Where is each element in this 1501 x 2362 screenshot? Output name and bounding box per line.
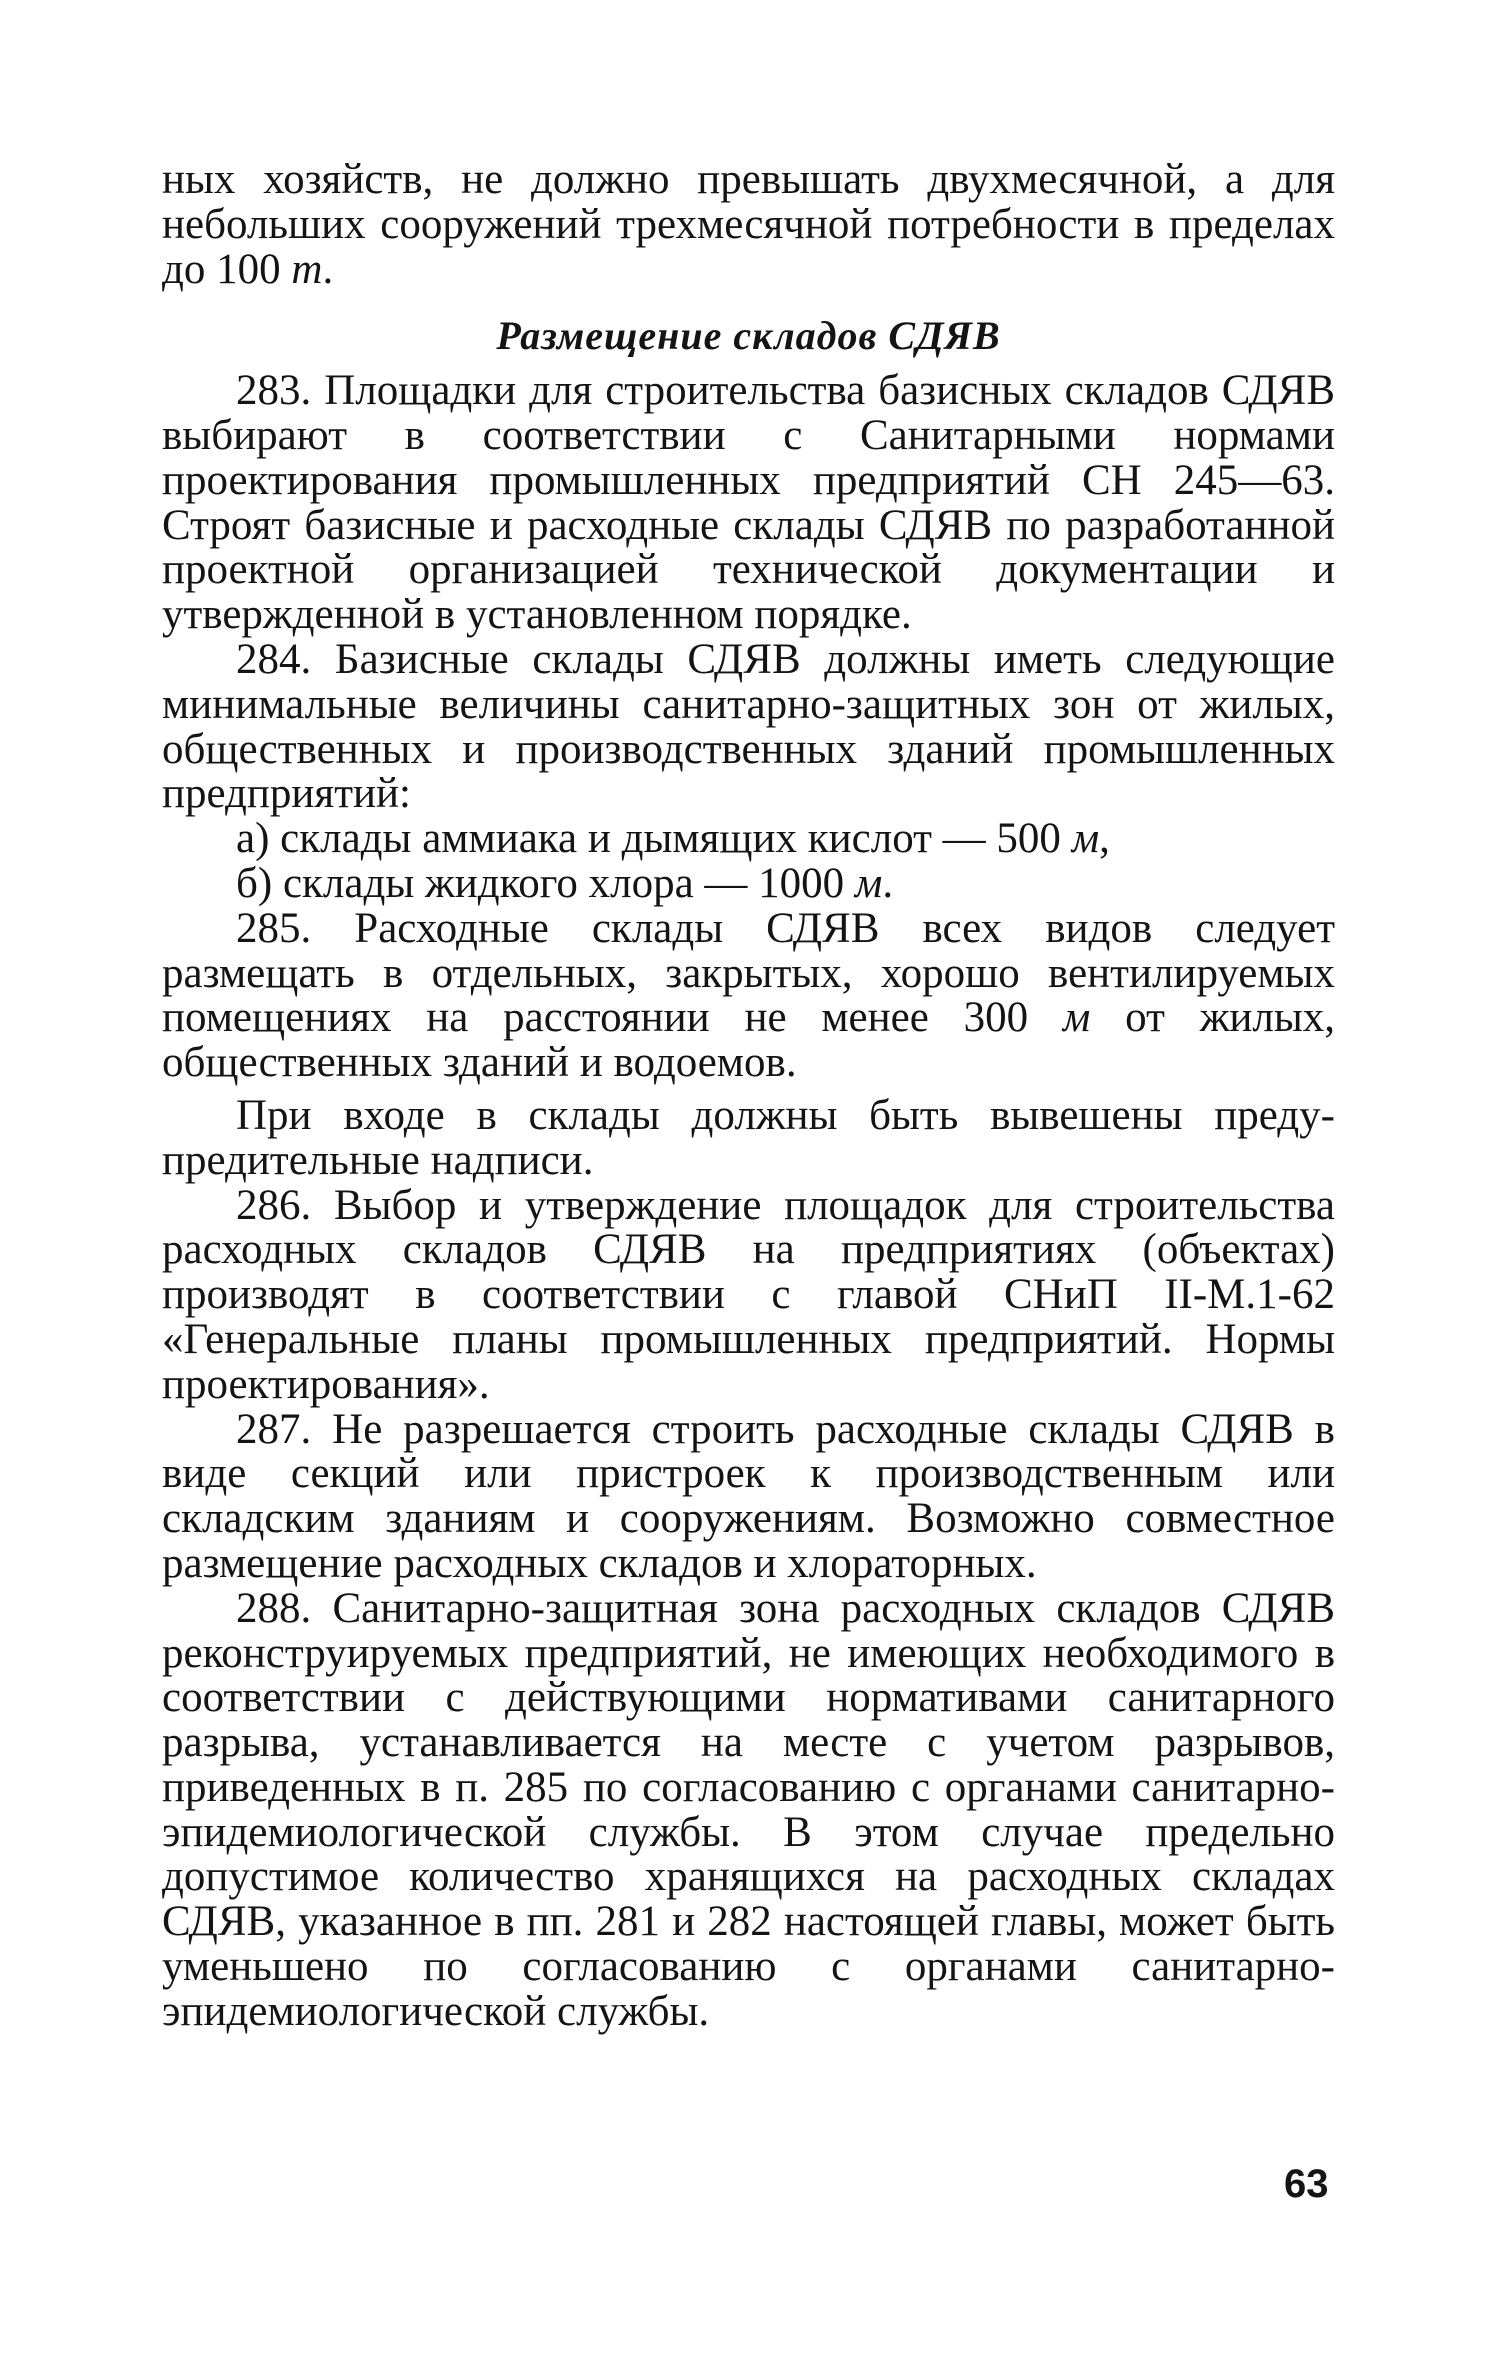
list-item-a-end: ,: [1099, 815, 1110, 863]
list-item-b-text: б) склады жидкого хлора — 1000: [236, 859, 845, 907]
continuation-paragraph: [162, 158, 1335, 292]
list-item-a-text: а) склады аммиака и дымящих кислот — 500: [236, 815, 1061, 863]
paragraph-286: 286. Выбор и утверждение площадок для строительства расходных складов СДЯВ на предприятиях (объектах) производят в соответствии с главой СНиП II-М.1-62 «Генеральные планы промышленных предприятий. Нормы проектирования».: [162, 1181, 1335, 1408]
paragraph-285-start: 285. Расходные склады СДЯВ всех видов следует размещать в отдельных, закрытых, хорошо вентилируемых помещениях на расстоянии не менее 300: [162, 904, 1335, 1042]
page-number: 63: [1284, 2162, 1329, 2206]
paragraph-283: 283. Площадки для строительства базисных складов СДЯВ выбирают в соответствии с Санитарными нормами проектирования промышленных предприятий СН 245—63. Строят базисные и расходные склады СДЯВ по разработанной проектной организацией технической документации и утвержденной в установленном порядке.: [162, 367, 1335, 639]
continuation-end: .: [322, 245, 334, 293]
paragraph-288: 288. Санитарно-защитная зона расходных складов СДЯВ реконструируемых предприятий, не имеющих необходимого в соответствии с действующими нормативами санитарного разрыва, устанавливается на месте с учетом разрывов, приведенных в п. 285 по согласованию с органами санитарно-эпидемиологической службы. В этом случае предельно допустимое количество хранящихся на расходных складах СДЯВ, указанное в пп. 281 и 282 настоящей главы, может быть уменьшено по согласованию с органами санитарно-эпидемиологической службы.: [162, 1584, 1335, 2035]
list-item-b-unit: м: [854, 859, 883, 907]
paragraph-285: [162, 904, 1336, 1087]
continuation-text: ных хозяйств, не должно превышать двухмесячной, а для небольших сооружений трехмесячной потребности в пределах до 100: [162, 156, 1335, 293]
list-item-b: [162, 859, 1335, 907]
paragraph-287: 287. Не разрешается строить расходные склады СДЯВ в виде секций или пристроек к производственным или складским зданиям и сооружениям. Возможно совместное размещение расходных складов и хлораторных.: [162, 1405, 1335, 1587]
paragraph-285-end: от жилых, общественных зданий и водоемов.: [162, 994, 1336, 1087]
section-heading: Размещение складов СДЯВ: [496, 313, 1001, 359]
list-item-b-end: .: [882, 859, 894, 907]
page-body: [162, 158, 1335, 2035]
paragraph-285-unit: м: [1062, 994, 1091, 1042]
list-item-a: [162, 817, 1335, 862]
paragraph-285-note: При входе в склады должны быть вывешены предупредительные надписи.: [162, 1091, 1335, 1184]
paragraph-284: 284. Базисные склады СДЯВ должны иметь следующие минимальные величины санитарно-защитных зон от жилых, общественных и производственных зданий промышленных предприятий:: [162, 635, 1335, 818]
continuation-unit: т: [291, 245, 323, 293]
list-item-a-unit: м: [1071, 815, 1100, 863]
